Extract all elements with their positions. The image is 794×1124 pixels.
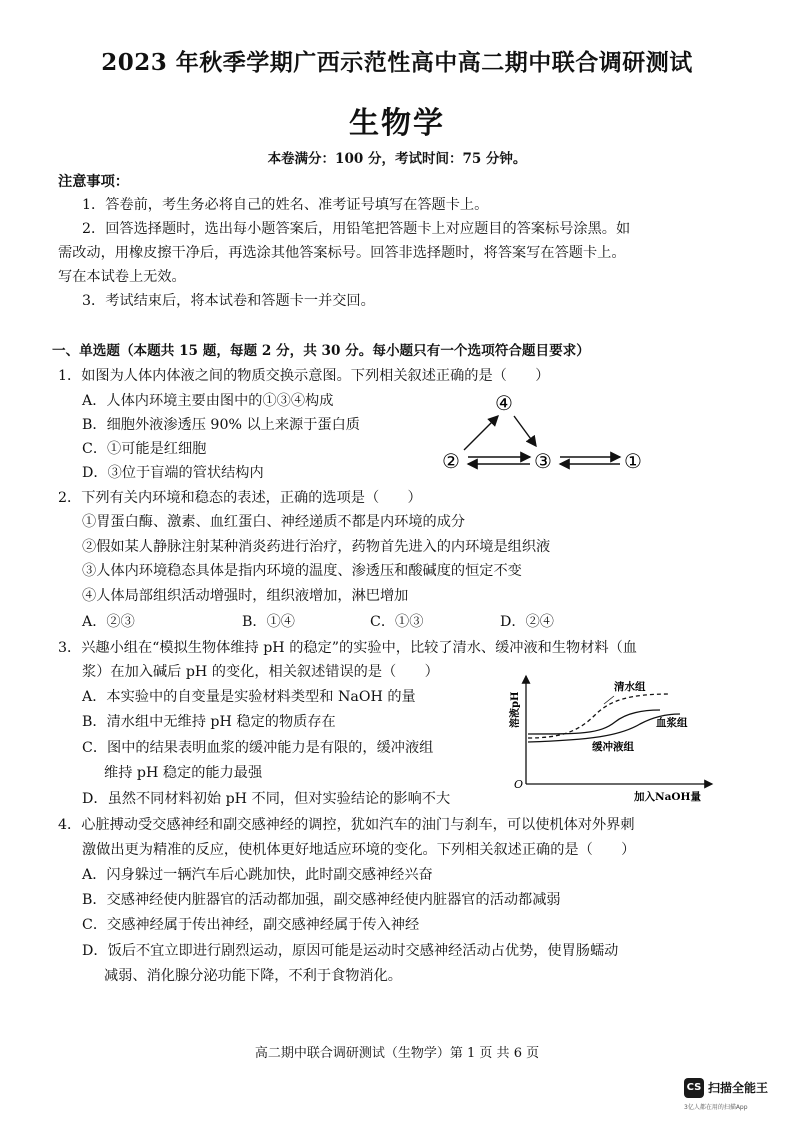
- q4-option-c: C．交感神经属于传出神经，副交感神经属于传入神经: [82, 917, 420, 933]
- node-1: ①: [624, 449, 642, 473]
- q2-statement: ①胃蛋白酶、激素、血红蛋白、神经递质不都是内环境的成分: [82, 514, 466, 530]
- question-2-stem: 2．下列有关内环境和稳态的表述，正确的选项是（ ）: [58, 490, 422, 506]
- plasma-label: 血浆组: [656, 717, 688, 729]
- notice-line: 写在本试卷上无效。: [58, 269, 186, 285]
- origin-label: O: [514, 778, 524, 791]
- ph-chart: [500, 670, 720, 810]
- question-1-stem: 1．如图为人体内体液之间的物质交换示意图。下列相关叙述正确的是（ ）: [58, 368, 550, 384]
- notice-heading: 注意事项：: [58, 174, 129, 190]
- question-3-stem-cont: 浆）在加入碱后 pH 的变化，相关叙述错误的是（ ）: [82, 664, 439, 680]
- arrow-2-to-4: [464, 416, 498, 450]
- q3-option-c-cont: 维持 pH 稳定的能力最强: [104, 765, 263, 781]
- q2-option-a: A．②③: [82, 614, 135, 630]
- q4-option-b: B．交感神经使内脏器官的活动都加强，副交感神经使内脏器官的活动都减弱: [82, 892, 561, 908]
- q1-option-a: A．人体内环境主要由图中的①③④构成: [82, 393, 334, 409]
- body-fluid-diagram: [430, 388, 660, 488]
- notice-line: 1．答卷前，考生务必将自己的姓名、准考证号填写在答题卡上。: [82, 197, 489, 213]
- q2-statement: ④人体局部组织活动增强时，组织液增加，淋巴增加: [82, 588, 409, 604]
- water-label: 清水组: [614, 681, 646, 693]
- q2-statement: ②假如某人静脉注射某种消炎药进行治疗，药物首先进入的内环境是组织液: [82, 539, 551, 555]
- node-2: ②: [442, 449, 460, 473]
- scanner-watermark: [684, 1078, 776, 1116]
- question-4-stem: 4．心脏搏动受交感神经和副交感神经的调控，犹如汽车的油门与刹车，可以使机体对外界刺: [58, 817, 635, 833]
- q2-option-c: C．①③: [370, 614, 424, 630]
- page-footer: 高二期中联合调研测试（生物学）第 1 页 共 6 页: [254, 1046, 540, 1061]
- exam-title: 2023 年秋季学期广西示范性高中高二期中联合调研测试: [101, 49, 693, 76]
- plasma-curve: [528, 710, 660, 734]
- notice-line: 3．考试结束后，将本试卷和答题卡一并交回。: [82, 293, 375, 309]
- x-axis-label: 加入NaOH量: [634, 791, 701, 803]
- score-info: 本卷满分：100 分，考试时间：75 分钟。: [267, 151, 527, 167]
- notice-line: 2．回答选择题时，选出每小题答案后，用铅笔把答题卡上对应题目的答案标号涂黑。如: [82, 221, 631, 237]
- q4-option-d-cont: 减弱、消化腺分泌功能下降，不利于食物消化。: [104, 968, 402, 984]
- node-4: ④: [495, 391, 513, 415]
- question-3-stem: 3．兴趣小组在“模拟生物体维持 pH 的稳定”的实验中，比较了清水、缓冲液和生物材料（血: [58, 640, 637, 656]
- q1-option-d: D．③位于盲端的管状结构内: [82, 465, 264, 481]
- camscanner-icon: CS: [684, 1078, 704, 1098]
- q3-option-d: D．虽然不同材料初始 pH 不同，但对实验结论的影响不大: [82, 791, 451, 807]
- q1-option-b: B．细胞外液渗透压 90% 以上来源于蛋白质: [82, 417, 360, 433]
- q1-option-c: C．①可能是红细胞: [82, 441, 207, 457]
- question-4-stem-cont: 激做出更为精准的反应，使机体更好地适应环境的变化。下列相关叙述正确的是（ ）: [82, 842, 636, 858]
- scanner-tagline: 3亿人都在用的扫描App: [684, 1104, 748, 1111]
- buffer-label: 缓冲液组: [592, 741, 634, 753]
- y-axis-label: 溶液pH: [510, 691, 521, 728]
- node-3: ③: [534, 449, 552, 473]
- scanner-name: 扫描全能王: [708, 1081, 769, 1095]
- q4-option-d: D．饭后不宜立即进行剧烈运动，原因可能是运动时交感神经活动占优势，使胃肠蠕动: [82, 943, 619, 959]
- arrow-4-to-3: [514, 416, 536, 446]
- section-heading: 一、单选题（本题共 15 题，每题 2 分，共 30 分。每小题只有一个选项符合题目要求）: [52, 343, 590, 359]
- q2-option-d: D．②④: [500, 614, 554, 630]
- q4-option-a: A．闪身躲过一辆汽车后心跳加快，此时副交感神经兴奋: [82, 867, 433, 883]
- q3-option-b: B．清水组中无维持 pH 稳定的物质存在: [82, 714, 336, 730]
- q3-option-a: A．本实验中的自变量是实验材料类型和 NaOH 的量: [82, 689, 416, 705]
- subject-title: 生物学: [349, 106, 445, 141]
- q2-option-b: B．①④: [242, 614, 295, 630]
- water-curve: [528, 694, 670, 738]
- q3-option-c: C．图中的结果表明血浆的缓冲能力是有限的，缓冲液组: [82, 740, 434, 756]
- q2-statement: ③人体内环境稳态具体是指内环境的温度、渗透压和酸碱度的恒定不变: [82, 563, 522, 579]
- notice-line: 需改动，用橡皮擦干净后，再选涂其他答案标号。回答非选择题时，将答案写在答题卡上。: [58, 245, 626, 261]
